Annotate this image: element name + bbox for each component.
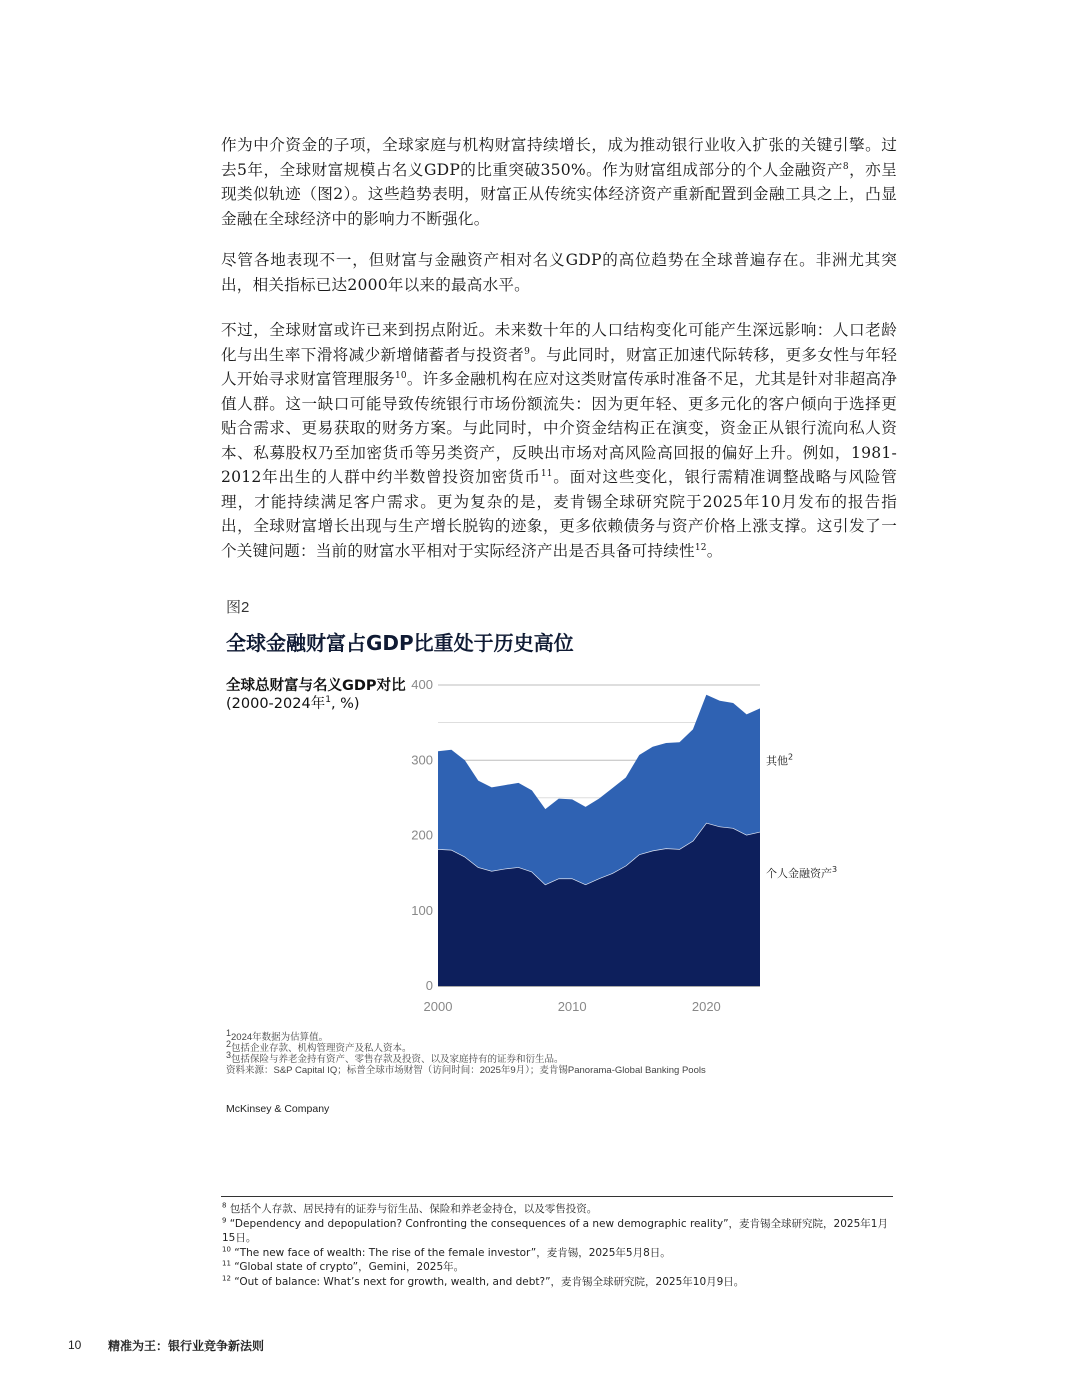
x-tick-label: 2000: [423, 999, 453, 1014]
x-tick-label: 2010: [557, 999, 587, 1014]
paragraph-1: 作为中介资金的子项，全球家庭与机构财富持续增长，成为推动银行业收入扩张的关键引擎。过去5年，全球财富规模占名义GDP的比重突破350%。作为财富组成部分的个人金融资产$^8$，亦呈现类似轨迹（图2）。这些趋势表明，财富正从传统实体经济资产重新配置到金融工具之上，凸显金融在全球经济中的影响力不断强化。: [221, 136, 897, 228]
footnote-10: $^{10}$ “The new face of wealth: The rise of the female investor”，麦肯锡，2025年5月8日。: [222, 1245, 671, 1259]
figure-title: 全球金融财富占GDP比重处于历史高位: [226, 631, 574, 655]
wealth-area-chart: [400, 670, 860, 1020]
chart-note: $^1$2024年数据为估算值。: [226, 1027, 329, 1043]
y-tick-label: 400: [411, 677, 433, 692]
chart-note: $^3$包括保险与养老金持有资产、零售存款及投资、以及家庭持有的证券和衍生品。: [226, 1049, 564, 1065]
footnote-12: $^{12}$ “Out of balance: What’s next for growth, wealth, and debt?”，麦肯锡全球研究院，2025年10月9日。: [222, 1274, 745, 1288]
chart-note: $^2$包括企业存款、机构管理资产及私人资本。: [226, 1038, 412, 1054]
footnote-9: $^9$ “Dependency and depopulation? Confronting the consequences of a new demographic reality”，麦肯锡全球研究院，2025年1月15日。: [222, 1216, 888, 1245]
page-number: 10: [68, 1338, 82, 1352]
footnote-8: $^8$ 包括个人存款、居民持有的证券与衍生品、保险和养老金持仓，以及零售投资。: [222, 1201, 598, 1215]
running-title: 精准为王：银行业竞争新法则: [108, 1339, 265, 1353]
paragraph-2: 尽管各地表现不一，但财富与金融资产相对名义GDP的高位趋势在全球普遍存在。非洲尤其突出，相关指标已达2000年以来的最高水平。: [221, 251, 897, 294]
y-tick-label: 100: [411, 902, 433, 918]
brand-label: McKinsey & Company: [226, 1103, 330, 1115]
chart-caption: 全球总财富与名义GDP对比 (2000-2024年$^1$, %): [226, 678, 406, 712]
y-tick-label: 0: [425, 978, 433, 993]
series-label-2: 其他$^2$: [766, 752, 794, 768]
y-tick-label: 200: [411, 827, 433, 843]
y-tick-label: 300: [411, 752, 433, 768]
x-tick-label: 2020: [691, 999, 721, 1014]
footnotes: [222, 1202, 894, 1290]
paragraph-3: 不过，全球财富或许已来到拐点附近。未来数十年的人口结构变化可能产生深远影响：人口老龄化与出生率下滑将减少新增储蓄者与投资者$^9$。与此同时，财富正加速代际转移，更多女性与年轻人开始寻求财富管理服务$^{10}$。许多金融机构在应对这类财富传承时准备不足，尤其是针对非超高净值人群。这一缺口可能导致传统银行市场份额流失：因为更年轻、更多元化的客户倾向于选择更贴合需求、更易获取的财务方案。与此同时，中介资金结构正在演变，资金正从银行流向私人资本、私募股权乃至加密货币等另类资产，反映出市场对高风险高回报的偏好上升。例如，1981-2012年出生的人群中约半数曾投资加密货币$^{11}$。面对这些变化，银行需精准调整战略与风险管理，才能持续满足客户需求。更为复杂的是，麦肯锡全球研究院于2025年10月发布的报告指出，全球财富增长出现与生产增长脱钩的迹象，更多依赖债务与资产价格上涨支撑。这引发了一个关键问题：当前的财富水平相对于实际经济产出是否具备可持续性$^{12}$。: [221, 321, 898, 560]
chart-notes: [226, 1027, 906, 1076]
chart-note: 资料来源：S&P Capital IQ；标普全球市场财智（访问时间：2025年9月）；麦肯锡Panorama-Global Banking Pools: [226, 1065, 706, 1076]
figure-label: 图2: [226, 599, 250, 616]
footnote-divider: [221, 1196, 893, 1197]
series-label-1: 个人金融资产$^3$: [766, 865, 838, 881]
footnote-11: $^{11}$ “Global state of crypto”，Gemini，2025年。: [222, 1259, 465, 1274]
